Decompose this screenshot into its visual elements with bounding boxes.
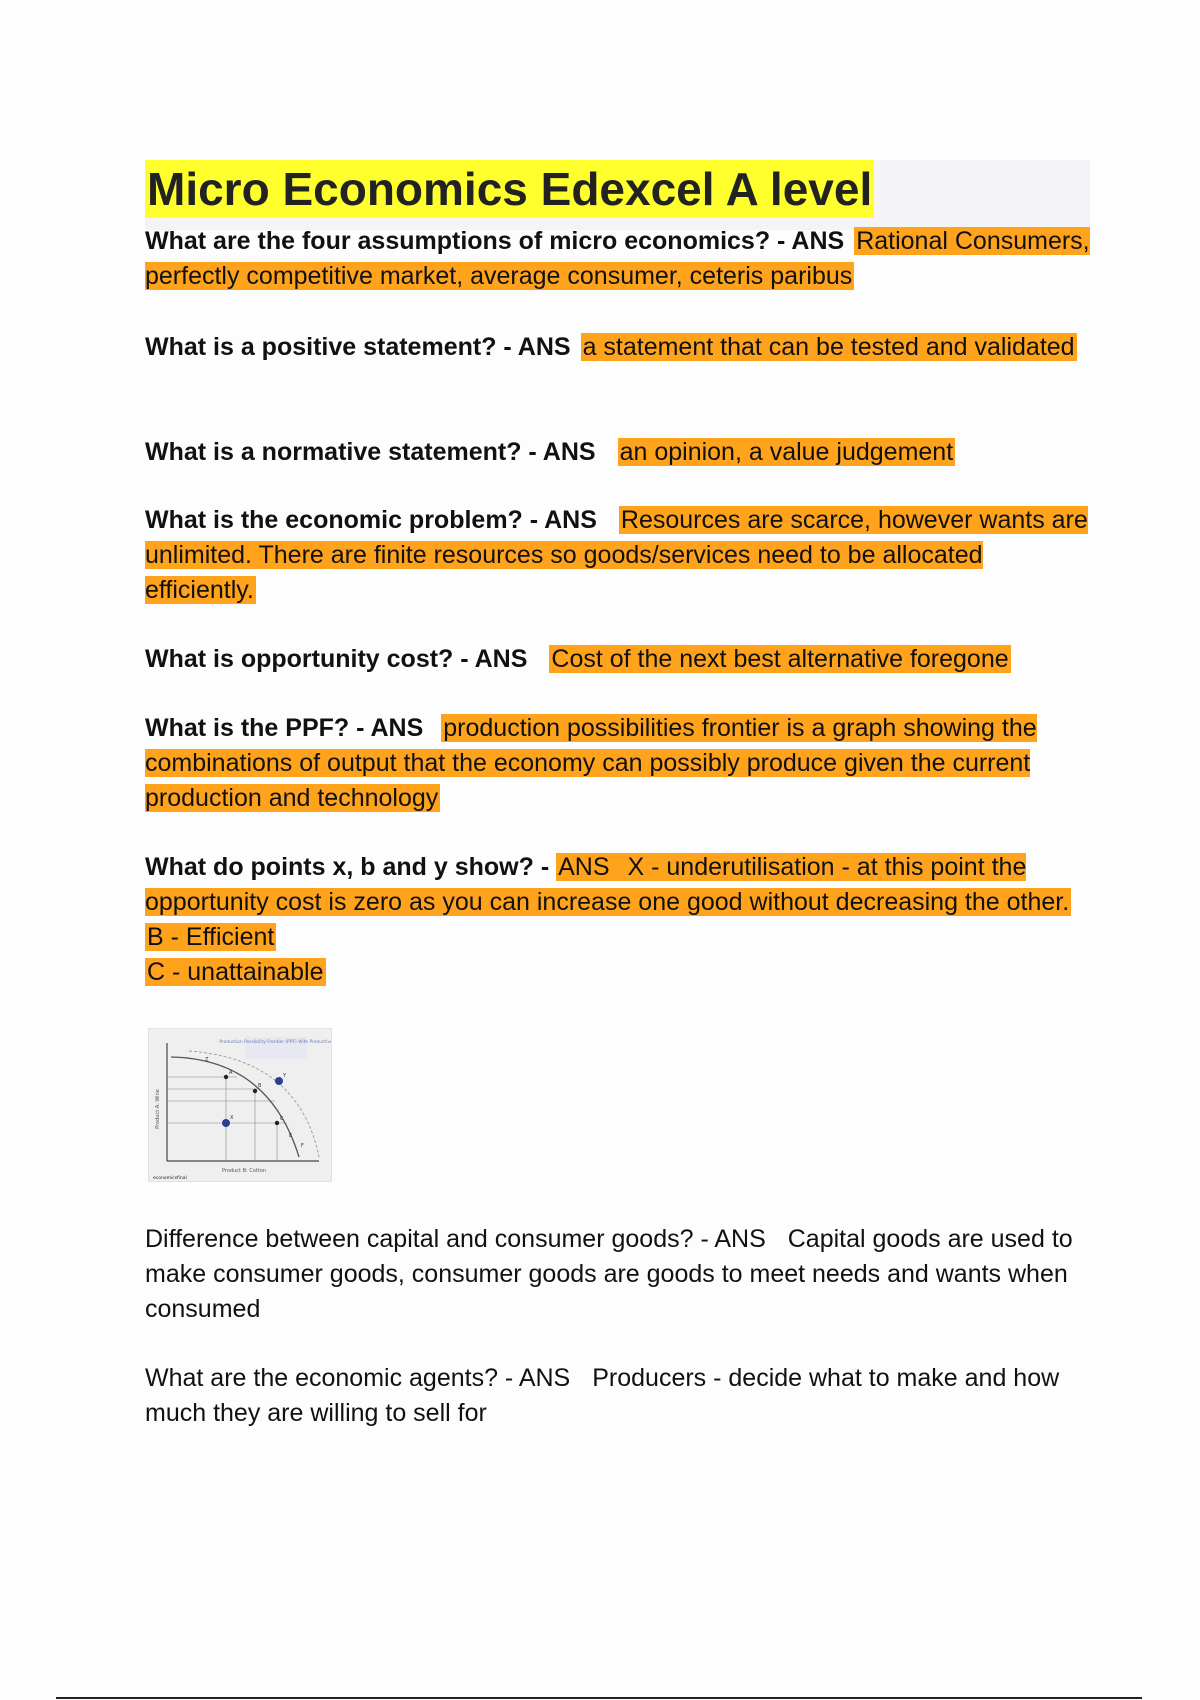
ans-label: ANS <box>714 1225 766 1253</box>
figure-point-label: B <box>258 1083 262 1089</box>
answer: Cost of the next best alternative foregone <box>551 645 1009 673</box>
question: What is the economic problem? - <box>145 506 545 534</box>
page-bottom-rule <box>56 1697 1142 1699</box>
figure-source: economicsfinal <box>153 1176 187 1181</box>
ans-label: ANS <box>518 1364 571 1392</box>
answer: Producers - decide what to make and how much they are willing to sell for <box>145 1364 1060 1427</box>
qa-item-3 <box>145 435 1090 470</box>
ppf-chart-icon <box>149 1029 331 1181</box>
answer-extra-c: C - unattainable <box>147 958 324 986</box>
answer: a statement that can be tested and validated <box>582 333 1075 361</box>
qa-item-8 <box>145 1222 1090 1327</box>
figure-ylabel: Product A: Wine <box>155 1089 161 1129</box>
ans-label: ANS <box>544 506 597 534</box>
question: What is opportunity cost? - <box>145 645 475 673</box>
ans-label: ANS <box>474 645 528 673</box>
answer: production possibilities frontier is a graph showing the combinations of output that the economy can possibly produce given the current production and technology <box>145 714 1037 812</box>
question: What are the four assumptions of micro economics? - <box>145 227 792 255</box>
question: What is the PPF? - <box>145 714 371 742</box>
figure-point-label: C <box>280 1116 284 1122</box>
ans-label-highlighted: ANS <box>558 853 610 881</box>
figure-point-label: Z <box>205 1057 209 1063</box>
qa-item-2 <box>145 330 1090 365</box>
question: What is a positive statement? - <box>145 333 518 361</box>
ans-label: ANS <box>517 333 571 361</box>
figure-point-label: E <box>289 1133 293 1139</box>
figure-point-label: F <box>301 1143 304 1149</box>
figure-point-label: A <box>229 1070 233 1076</box>
qa-item-5 <box>145 642 1090 677</box>
qa-item-7 <box>145 850 1090 990</box>
answer: Rational Consumers, perfectly competitive market, average consumer, ceteris paribus <box>145 227 1090 290</box>
question: What is a normative statement? - <box>145 438 543 466</box>
qa-item-4 <box>145 503 1090 608</box>
question: What are the economic agents? - <box>145 1364 519 1392</box>
question: What do points x, b and y show? - <box>145 853 557 881</box>
answer: X - underutilisation - at this point the opportunity cost is zero as you can increase one good without decreasing the other. <box>145 853 1070 916</box>
question: Difference between capital and consumer goods? - <box>145 1225 715 1253</box>
ans-label: ANS <box>791 227 845 255</box>
answer-extra-b: B - Efficient <box>147 923 275 951</box>
answer: an opinion, a value judgement <box>619 438 954 466</box>
page-title: Micro Economics Edexcel A level <box>145 160 874 218</box>
answer: Resources are scarce, however wants are unlimited. There are finite resources so goods/services need to be allocated efficiently. <box>145 506 1088 604</box>
ppf-diagram <box>148 1028 332 1182</box>
qa-item-9 <box>145 1361 1090 1431</box>
ans-label: ANS <box>370 714 424 742</box>
figure-xlabel: Product B: Cotton <box>222 1168 266 1174</box>
figure-point-label: Y <box>283 1073 287 1079</box>
qa-item-6 <box>145 711 1090 816</box>
figure-title: Production Possibility Frontier (PPF) With Productive <box>219 1040 331 1045</box>
qa-item-1 <box>145 224 1090 294</box>
ans-label: ANS <box>542 438 596 466</box>
figure-point-label: X <box>230 1115 234 1121</box>
answer: Capital goods are used to make consumer goods, consumer goods are goods to meet needs and wants when consumed <box>145 1225 1073 1323</box>
